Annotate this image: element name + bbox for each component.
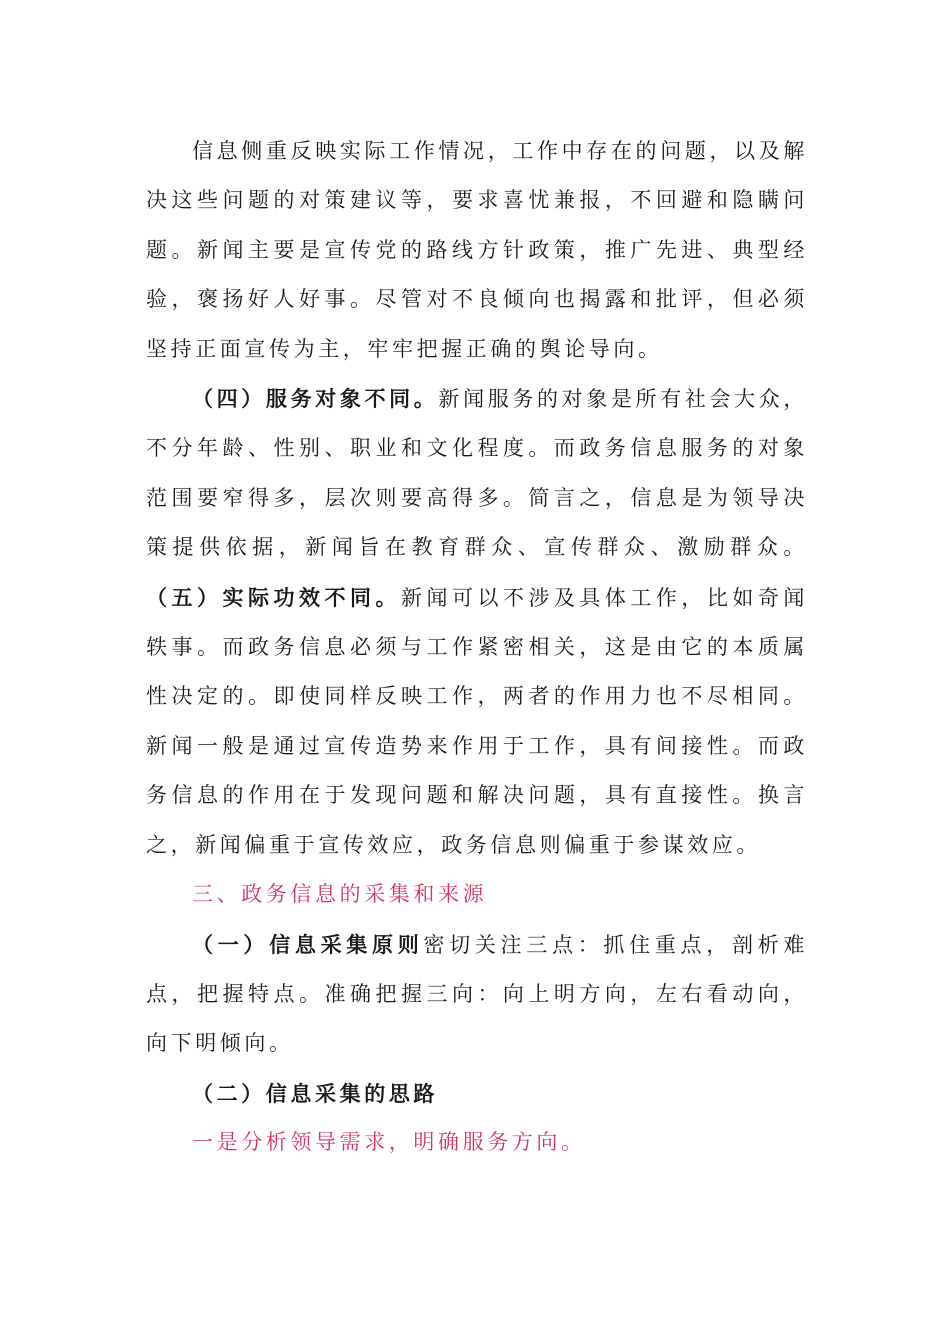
paragraph-text: 新闻服务的对象是所有社会大众，不分年龄、性别、职业和文化程度。而政务信息服务的对象范围要窄得多，层次则要高得多。简言之，信息是为领导决策提供依据，新闻旨在教育群众、宣传群众、激励群众。 <box>146 387 809 560</box>
chapter-heading-3: 三、政务信息的采集和来源 <box>192 882 488 907</box>
paragraph-info-vs-news <box>146 127 808 374</box>
paragraph-leader-needs: 一是分析领导需求，明确服务方向。 <box>192 1130 586 1155</box>
paragraph-collection-principle <box>146 920 808 1069</box>
paragraph-text: 新闻可以不涉及具体工作，比如奇闻轶事。而政务信息必须与工作紧密相关，这是由它的本质属性决定的。即使同样反映工作，两者的作用力也不尽相同。新闻一般是通过宣传造势来作用于工作，具有间接性。而政务信息的作用在于发现问题和解决问题，具有直接性。换言之，新闻偏重于宣传效应，政务信息则偏重于参谋效应。 <box>146 585 809 857</box>
paragraph-service-target <box>146 374 808 870</box>
paragraph-text: 信息侧重反映实际工作情况，工作中存在的问题，以及解决这些问题的对策建议等，要求喜忧兼报，不回避和隐瞒问题。新闻主要是宣传党的路线方针政策，推广先进、典型经验，褒扬好人好事。尽管对不良倾向也揭露和批评，但必须坚持正面宣传为主，牢牢把握正确的舆论导向。 <box>146 139 808 361</box>
subsection-heading-2: （二）信息采集的思路 <box>192 1080 438 1106</box>
document-body <box>146 127 808 1168</box>
section-heading-5: （五）实际功效不同。 <box>146 584 401 610</box>
section-heading-4: （四）服务对象不同。 <box>192 386 439 412</box>
paragraph-text: 密切关注三点：抓住重点，剖析难点，把握特点。准确把握三向：向上明方向，左右看动向，向下明倾向。 <box>146 932 808 1056</box>
subsection-heading-1: （一）信息采集原则 <box>192 931 424 957</box>
